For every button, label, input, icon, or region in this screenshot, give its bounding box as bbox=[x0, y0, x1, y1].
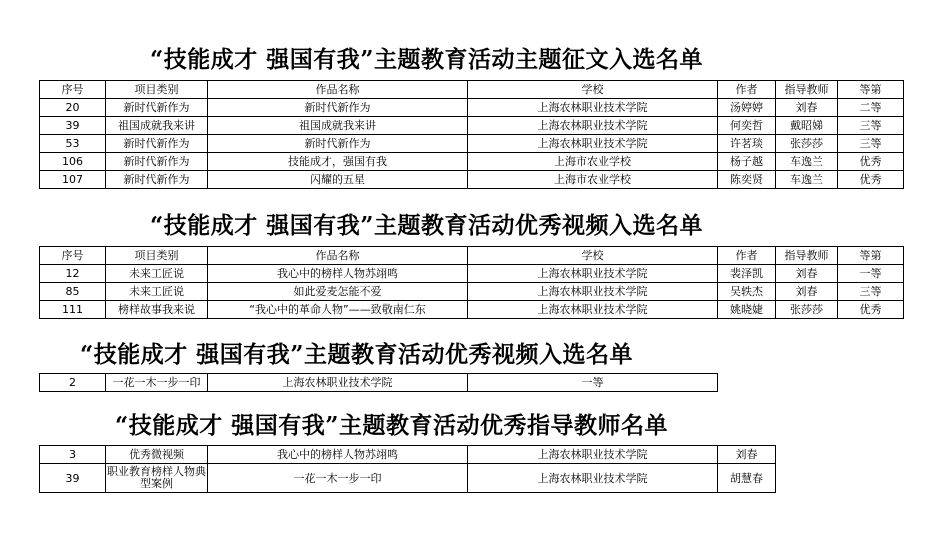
header-cell: 指导教师 bbox=[776, 81, 838, 99]
table-cell: 上海农林职业技术学院 bbox=[468, 446, 718, 464]
table-cell: 张莎莎 bbox=[776, 301, 838, 319]
table-cell: 刘春 bbox=[776, 99, 838, 117]
table-cell: 上海农林职业技术学院 bbox=[468, 135, 718, 153]
table-cell: 39 bbox=[40, 117, 106, 135]
table-cell: 新时代新作为 bbox=[106, 99, 208, 117]
section3-title: “技能成才 强国有我”主题教育活动优秀视频入选名单 bbox=[80, 341, 633, 368]
table-row bbox=[40, 99, 904, 117]
table-row bbox=[40, 117, 904, 135]
table-cell: 上海农林职业技术学院 bbox=[468, 265, 718, 283]
header-cell: 项目类别 bbox=[106, 247, 208, 265]
section2-title: “技能成才 强国有我”主题教育活动优秀视频入选名单 bbox=[150, 212, 703, 239]
table-cell: 三等 bbox=[838, 135, 904, 153]
table-cell: 优秀 bbox=[838, 171, 904, 189]
table-row bbox=[40, 283, 904, 301]
table-cell: 技能成才，强国有我 bbox=[208, 153, 468, 171]
header-cell: 作者 bbox=[718, 247, 776, 265]
table-cell: 上海农林职业技术学院 bbox=[468, 464, 718, 493]
table-cell: 新时代新作为 bbox=[208, 99, 468, 117]
table-cell: 一花一木一步一印 bbox=[208, 464, 468, 493]
table-cell: 戴昭娣 bbox=[776, 117, 838, 135]
header-cell: 等第 bbox=[838, 247, 904, 265]
table-cell: 111 bbox=[40, 301, 106, 319]
table-cell: 刘春 bbox=[776, 283, 838, 301]
section2-table bbox=[39, 246, 904, 319]
table-cell: 上海农林职业技术学院 bbox=[468, 301, 718, 319]
table-row bbox=[40, 464, 776, 493]
table-cell: 张莎莎 bbox=[776, 135, 838, 153]
table-cell: 闪耀的五星 bbox=[208, 171, 468, 189]
table-cell: 三等 bbox=[838, 283, 904, 301]
section1-title: “技能成才 强国有我”主题教育活动主题征文入选名单 bbox=[150, 46, 703, 73]
table-cell: 上海农林职业技术学院 bbox=[468, 283, 718, 301]
table-row bbox=[40, 446, 776, 464]
table-cell: 39 bbox=[40, 464, 106, 493]
table-cell: 106 bbox=[40, 153, 106, 171]
table-cell: 何奕哲 bbox=[718, 117, 776, 135]
table-cell: 刘春 bbox=[718, 446, 776, 464]
table-cell: 吴轶杰 bbox=[718, 283, 776, 301]
table-row bbox=[40, 301, 904, 319]
table-cell: 上海市农业学校 bbox=[468, 171, 718, 189]
table-cell: 2 bbox=[40, 374, 106, 392]
header-cell: 指导教师 bbox=[776, 247, 838, 265]
table-cell: 新时代新作为 bbox=[208, 135, 468, 153]
table-cell: 一等 bbox=[838, 265, 904, 283]
table-row bbox=[40, 153, 904, 171]
table-cell: 上海农林职业技术学院 bbox=[208, 374, 468, 392]
table-cell: 上海农林职业技术学院 bbox=[468, 99, 718, 117]
table-cell: 三等 bbox=[838, 117, 904, 135]
table-row bbox=[40, 374, 718, 392]
header-cell: 作品名称 bbox=[208, 81, 468, 99]
table-cell: 新时代新作为 bbox=[106, 153, 208, 171]
table-cell: 一等 bbox=[468, 374, 718, 392]
table-cell: 优秀 bbox=[838, 153, 904, 171]
section4-table bbox=[39, 445, 776, 493]
header-cell: 序号 bbox=[40, 81, 106, 99]
table-row bbox=[40, 171, 904, 189]
table-cell: 二等 bbox=[838, 99, 904, 117]
table-cell: 85 bbox=[40, 283, 106, 301]
table-header-row bbox=[40, 247, 904, 265]
table-header-row bbox=[40, 81, 904, 99]
table-cell: 杨子越 bbox=[718, 153, 776, 171]
section4-title: “技能成才 强国有我”主题教育活动优秀指导教师名单 bbox=[115, 412, 668, 439]
header-cell: 等第 bbox=[838, 81, 904, 99]
table-cell: 刘春 bbox=[776, 265, 838, 283]
section3-table bbox=[39, 373, 718, 392]
table-cell: 胡慧春 bbox=[718, 464, 776, 493]
table-cell: 汤婷婷 bbox=[718, 99, 776, 117]
section1-table bbox=[39, 80, 904, 189]
header-cell: 序号 bbox=[40, 247, 106, 265]
table-cell: 3 bbox=[40, 446, 106, 464]
table-cell: 未来工匠说 bbox=[106, 283, 208, 301]
table-cell: 裴泽凯 bbox=[718, 265, 776, 283]
table-cell: 优秀 bbox=[838, 301, 904, 319]
table-row bbox=[40, 265, 904, 283]
table-cell: 上海市农业学校 bbox=[468, 153, 718, 171]
table-cell: 陈奕贤 bbox=[718, 171, 776, 189]
table-cell: 上海农林职业技术学院 bbox=[468, 117, 718, 135]
table-cell: “我心中的革命人物”——致敬南仁东 bbox=[208, 301, 468, 319]
table-cell: 优秀微视频 bbox=[106, 446, 208, 464]
header-cell: 项目类别 bbox=[106, 81, 208, 99]
table-cell: 职业教育榜样人物典型案例 bbox=[106, 464, 208, 493]
table-cell: 祖国成就我来讲 bbox=[208, 117, 468, 135]
table-cell: 我心中的榜样人物苏翊鸣 bbox=[208, 265, 468, 283]
table-cell: 榜样故事我来说 bbox=[106, 301, 208, 319]
table-cell: 如此爱麦怎能不爱 bbox=[208, 283, 468, 301]
table-cell: 许茗琰 bbox=[718, 135, 776, 153]
table-cell: 祖国成就我来讲 bbox=[106, 117, 208, 135]
table-cell: 107 bbox=[40, 171, 106, 189]
header-cell: 作品名称 bbox=[208, 247, 468, 265]
table-cell: 车逸兰 bbox=[776, 171, 838, 189]
table-cell: 新时代新作为 bbox=[106, 171, 208, 189]
header-cell: 学校 bbox=[468, 247, 718, 265]
header-cell: 学校 bbox=[468, 81, 718, 99]
table-row bbox=[40, 135, 904, 153]
table-cell: 12 bbox=[40, 265, 106, 283]
table-cell: 姚晓婕 bbox=[718, 301, 776, 319]
table-cell: 一花一木一步一印 bbox=[106, 374, 208, 392]
table-cell: 20 bbox=[40, 99, 106, 117]
table-cell: 未来工匠说 bbox=[106, 265, 208, 283]
table-cell: 我心中的榜样人物苏翊鸣 bbox=[208, 446, 468, 464]
table-cell: 53 bbox=[40, 135, 106, 153]
header-cell: 作者 bbox=[718, 81, 776, 99]
table-cell: 车逸兰 bbox=[776, 153, 838, 171]
table-cell: 新时代新作为 bbox=[106, 135, 208, 153]
